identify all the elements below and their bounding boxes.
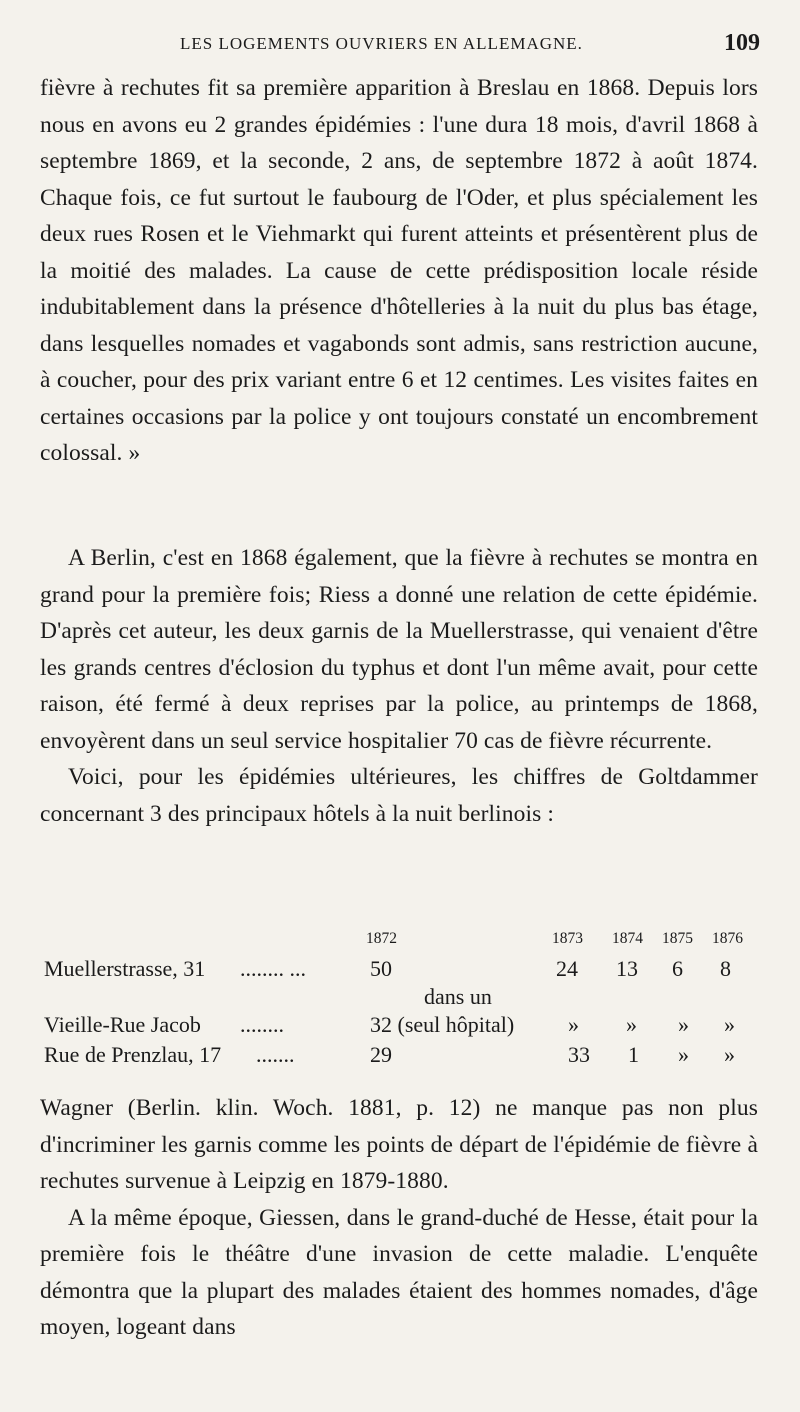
paragraph: A Berlin, c'est en 1868 également, que la fièvre à rechutes se montra en grand pour la première fois; Riess a donné une relation de cette épidémie. D'après cet auteur, les deux garnis de la Muellerstrasse, qui venaient d'être les grands centres d'éclosion du typhus et dont l'un même avait, pour cette raison, été fermé à deux reprises par la police, au printemps de 1868, envoyèrent dans un seul service hospitalier 70 cas de fièvre récurrente. — [40, 545, 758, 754]
row-name: Vieille-Rue Jacob — [44, 1012, 201, 1037]
hotel-statistics-table — [44, 924, 756, 1074]
cell-1875: 6 — [672, 956, 683, 981]
cell-1876: » — [724, 1042, 735, 1067]
cell-1876: 8 — [720, 956, 731, 981]
year-header-1875: 1875 — [662, 930, 693, 947]
cell-1875: » — [678, 1042, 689, 1067]
cell-1875: » — [678, 1012, 689, 1037]
year-header-1874: 1874 — [612, 930, 643, 947]
cell-1873: » — [568, 1012, 579, 1037]
page-header — [80, 30, 760, 62]
cell-1876: » — [724, 1012, 735, 1037]
cell-1873: 24 — [556, 956, 578, 981]
paragraph: A la même époque, Giessen, dans le grand-duché de Hesse, était pour la première fois le théâtre d'une invasion de cette maladie. L'enquête démontra que la plupart des malades étaient des hommes nomades, d'âge moyen, logeant dans — [40, 1204, 758, 1340]
paragraph: Voici, pour les épidémies ultérieures, les chiffres de Goltdammer concernant 3 des principaux hôtels à la nuit berlinois : — [40, 764, 758, 827]
year-header-1873: 1873 — [552, 930, 583, 947]
row-leader: ........ — [240, 1012, 284, 1037]
dans-un-note: dans un — [424, 984, 492, 1009]
page-number: 109 — [724, 30, 760, 56]
text-block-top — [40, 70, 758, 472]
text-block-middle — [40, 540, 758, 832]
cell-1872: 32 (seul hôpital) — [370, 1012, 515, 1037]
row-name: Muellerstrasse, 31 — [44, 956, 206, 981]
year-header-1872: 1872 — [366, 930, 397, 947]
text-block-bottom — [40, 1090, 758, 1346]
year-header-1876: 1876 — [712, 930, 743, 947]
paragraph: Wagner (Berlin. klin. Woch. 1881, p. 12) ne manque pas non plus d'incriminer les garnis comme les points de départ de l'épidémie de fièvre à rechutes survenue à Leipzig en 1879-1880. — [40, 1095, 758, 1194]
paragraph: fièvre à rechutes fit sa première apparition à Breslau en 1868. Depuis lors nous en avons eu 2 grandes épidémies : l'une dura 18 mois, d'avril 1868 à septembre 1869, et la seconde, 2 ans, de septembre 1872 à août 1874. Chaque fois, ce fut surtout le faubourg de l'Oder, et plus spécialement les deux rues Rosen et le Viehmarkt qui furent atteints et présentèrent plus de la moitié des malades. La cause de cette prédisposition locale réside indubitablement dans la présence d'hôtelleries à la nuit du plus bas étage, dans lesquelles nomades et vagabonds sont admis, sans restriction aucune, à coucher, pour des prix variant entre 6 et 12 centimes. Les visites faites en certaines occasions par la police y ont toujours constaté un encombrement colossal. » — [40, 75, 758, 466]
cell-1872: 50 — [370, 956, 392, 981]
cell-1872: 29 — [370, 1042, 392, 1067]
row-leader: ....... — [256, 1042, 295, 1067]
cell-1873: 33 — [568, 1042, 590, 1067]
cell-1874: 13 — [616, 956, 638, 981]
cell-1874: 1 — [628, 1042, 639, 1067]
row-name: Rue de Prenzlau, 17 — [44, 1042, 222, 1067]
running-title: LES LOGEMENTS OUVRIERS EN ALLEMAGNE. — [180, 34, 583, 53]
row-leader: ........ ... — [240, 956, 306, 981]
cell-1874: » — [626, 1012, 637, 1037]
